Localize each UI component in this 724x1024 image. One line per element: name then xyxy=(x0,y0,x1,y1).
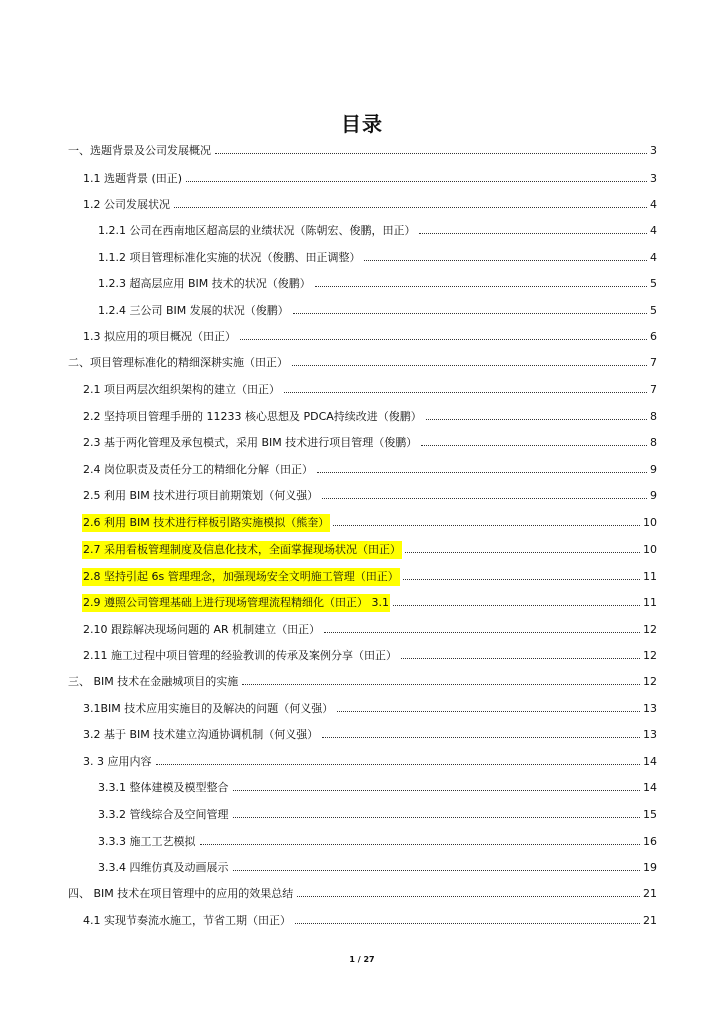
toc-dot-leader xyxy=(401,658,640,659)
toc-entry-label: 1.2 公司发展状况 xyxy=(83,198,170,211)
toc-entry-label: 1.2.1 公司在西南地区超高层的业绩状况（陈朝宏、俊鹏，田正） xyxy=(98,224,416,237)
toc-entry[interactable] xyxy=(97,833,657,851)
toc-entry[interactable] xyxy=(67,142,657,160)
toc-entry-label: 3.2 基于 BIM 技术建立沟通协调机制（何义强） xyxy=(83,728,319,741)
toc-entry-label: 2.8 坚持引起 6s 管理理念，加强现场安全文明施工管理（田正） xyxy=(82,568,400,586)
toc-entry[interactable] xyxy=(82,434,657,452)
toc-entry[interactable] xyxy=(82,726,657,744)
toc-entry[interactable] xyxy=(82,328,657,346)
toc-dot-leader xyxy=(364,260,647,261)
toc-entry-label: 二、项目管理标准化的精细深耕实施（田正） xyxy=(68,356,288,369)
toc-entry[interactable] xyxy=(82,753,657,771)
toc-dot-leader xyxy=(419,233,647,234)
toc-entry-page-number: 10 xyxy=(643,543,657,556)
toc-entry-page-number: 11 xyxy=(643,570,657,583)
toc-dot-leader xyxy=(426,419,647,420)
toc-entry[interactable] xyxy=(82,170,657,188)
toc-entry-label: 1.1 选题背景 (田正) xyxy=(83,172,183,185)
toc-entry-page-number: 15 xyxy=(643,808,657,821)
toc-entry[interactable] xyxy=(67,354,657,372)
toc-dot-leader xyxy=(233,817,641,818)
toc-entry-label: 3.1BIM 技术应用实施目的及解决的问题（何义强） xyxy=(83,702,334,715)
toc-entry-page-number: 21 xyxy=(643,914,657,927)
toc-entry[interactable] xyxy=(82,594,657,612)
toc-entry-label: 四、 BIM 技术在项目管理中的应用的效果总结 xyxy=(68,887,294,900)
page-number-footer: 1 / 27 xyxy=(349,955,375,964)
toc-entry[interactable] xyxy=(97,275,657,293)
toc-entry-label: 2.4 岗位职责及责任分工的精细化分解（田正） xyxy=(83,463,313,476)
toc-entry-page-number: 3 xyxy=(650,172,657,185)
toc-entry-page-number: 19 xyxy=(643,861,657,874)
toc-entry-label: 2.9 遵照公司管理基础上进行现场管理流程精细化（田正） 3.1 xyxy=(82,594,390,612)
toc-entry-page-number: 10 xyxy=(643,516,657,529)
toc-entry-page-number: 4 xyxy=(650,198,657,211)
toc-entry-page-number: 12 xyxy=(643,623,657,636)
toc-dot-leader xyxy=(393,605,640,606)
toc-entry[interactable] xyxy=(97,859,657,877)
toc-entry[interactable] xyxy=(67,673,657,691)
toc-entry[interactable] xyxy=(67,885,657,903)
toc-entry-page-number: 8 xyxy=(650,436,657,449)
toc-entry-page-number: 13 xyxy=(643,728,657,741)
toc-entry-label: 3.3.2 管线综合及空间管理 xyxy=(98,808,229,821)
toc-entry-page-number: 5 xyxy=(650,304,657,317)
toc-entry-page-number: 6 xyxy=(650,330,657,343)
toc-dot-leader xyxy=(284,392,647,393)
toc-dot-leader xyxy=(242,684,640,685)
toc-entry[interactable] xyxy=(82,487,657,505)
toc-entry-page-number: 11 xyxy=(643,596,657,609)
toc-dot-leader xyxy=(421,445,647,446)
toc-entry[interactable] xyxy=(82,621,657,639)
toc-entry-page-number: 9 xyxy=(650,463,657,476)
toc-dot-leader xyxy=(317,472,647,473)
toc-entry-page-number: 3 xyxy=(650,144,657,157)
toc-dot-leader xyxy=(186,181,647,182)
toc-entry-page-number: 14 xyxy=(643,781,657,794)
toc-entry-page-number: 7 xyxy=(650,383,657,396)
toc-entry-page-number: 7 xyxy=(650,356,657,369)
toc-entry[interactable] xyxy=(82,408,657,426)
toc-dot-leader xyxy=(156,764,641,765)
toc-entry-page-number: 13 xyxy=(643,702,657,715)
toc-dot-leader xyxy=(293,313,647,314)
toc-entry-page-number: 12 xyxy=(643,649,657,662)
toc-dot-leader xyxy=(292,365,647,366)
toc-entry[interactable] xyxy=(82,541,657,559)
toc-entry[interactable] xyxy=(82,381,657,399)
toc-entry-label: 2.6 利用 BIM 技术进行样板引路实施模拟（熊奎） xyxy=(82,514,330,532)
toc-dot-leader xyxy=(315,286,647,287)
toc-entry-label: 2.11 施工过程中项目管理的经验教训的传承及案例分享（田正） xyxy=(83,649,397,662)
toc-entry-label: 3.3.3 施工工艺模拟 xyxy=(98,835,196,848)
toc-entry-label: 2.3 基于两化管理及承包模式，采用 BIM 技术进行项目管理（俊鹏） xyxy=(83,436,418,449)
toc-entry-label: 1.2.4 三公司 BIM 发展的状况（俊鹏） xyxy=(98,304,289,317)
toc-dot-leader xyxy=(174,207,647,208)
toc-entry-label: 3. 3 应用内容 xyxy=(83,755,152,768)
toc-entry-label: 一、选题背景及公司发展概况 xyxy=(68,144,211,157)
toc-entry-page-number: 14 xyxy=(643,755,657,768)
toc-entry-label: 2.10 跟踪解决现场问题的 AR 机制建立（田正） xyxy=(83,623,321,636)
toc-dot-leader xyxy=(322,498,647,499)
toc-entry-page-number: 4 xyxy=(650,224,657,237)
toc-entry[interactable] xyxy=(82,647,657,665)
toc-entry-label: 3.3.4 四维仿真及动画展示 xyxy=(98,861,229,874)
toc-entry-page-number: 5 xyxy=(650,277,657,290)
toc-dot-leader xyxy=(233,870,641,871)
toc-entry[interactable] xyxy=(82,568,657,586)
toc-entry-page-number: 21 xyxy=(643,887,657,900)
toc-entry[interactable] xyxy=(82,514,657,532)
toc-dot-leader xyxy=(405,552,640,553)
toc-entry-label: 2.2 坚持项目管理手册的 11233 核心思想及 PDCA持续改进（俊鹏） xyxy=(83,410,422,423)
toc-dot-leader xyxy=(297,896,640,897)
toc-entry-page-number: 9 xyxy=(650,489,657,502)
toc-dot-leader xyxy=(337,711,640,712)
toc-entry-label: 1.2.3 超高层应用 BIM 技术的状况（俊鹏） xyxy=(98,277,311,290)
page-title: 目录 xyxy=(341,112,383,136)
toc-entry[interactable] xyxy=(97,806,657,824)
toc-entry-label: 1.3 拟应用的项目概况（田正） xyxy=(83,330,236,343)
toc-entry[interactable] xyxy=(97,249,657,267)
toc-dot-leader xyxy=(322,737,640,738)
toc-dot-leader xyxy=(200,844,641,845)
toc-dot-leader xyxy=(403,579,640,580)
toc-entry-label: 2.7 采用看板管理制度及信息化技术，全面掌握现场状况（田正） xyxy=(82,541,402,559)
toc-dot-leader xyxy=(240,339,647,340)
toc-entry-label: 4.1 实现节奏流水施工，节省工期（田正） xyxy=(83,914,291,927)
toc-entry-label: 2.5 利用 BIM 技术进行项目前期策划（何义强） xyxy=(83,489,319,502)
toc-entry[interactable] xyxy=(82,196,657,214)
toc-dot-leader xyxy=(233,790,641,791)
toc-entry-page-number: 16 xyxy=(643,835,657,848)
toc-entry[interactable] xyxy=(97,779,657,797)
toc-entry-label: 2.1 项目两层次组织架构的建立（田正） xyxy=(83,383,280,396)
toc-entry-label: 三、 BIM 技术在金融城项目的实施 xyxy=(68,675,239,688)
toc-entry[interactable] xyxy=(82,700,657,718)
toc-entry[interactable] xyxy=(82,461,657,479)
toc-entry-page-number: 12 xyxy=(643,675,657,688)
toc-entry-label: 1.1.2 项目管理标准化实施的状况（俊鹏、田正调整） xyxy=(98,251,361,264)
toc-dot-leader xyxy=(324,632,640,633)
toc-entry-page-number: 8 xyxy=(650,410,657,423)
toc-entry[interactable] xyxy=(97,222,657,240)
toc-entry[interactable] xyxy=(97,302,657,320)
toc-dot-leader xyxy=(215,153,647,154)
toc-entry-page-number: 4 xyxy=(650,251,657,264)
toc-entry[interactable] xyxy=(82,912,657,930)
toc-dot-leader xyxy=(333,525,640,526)
toc-dot-leader xyxy=(295,923,640,924)
toc-entry-label: 3.3.1 整体建模及模型整合 xyxy=(98,781,229,794)
